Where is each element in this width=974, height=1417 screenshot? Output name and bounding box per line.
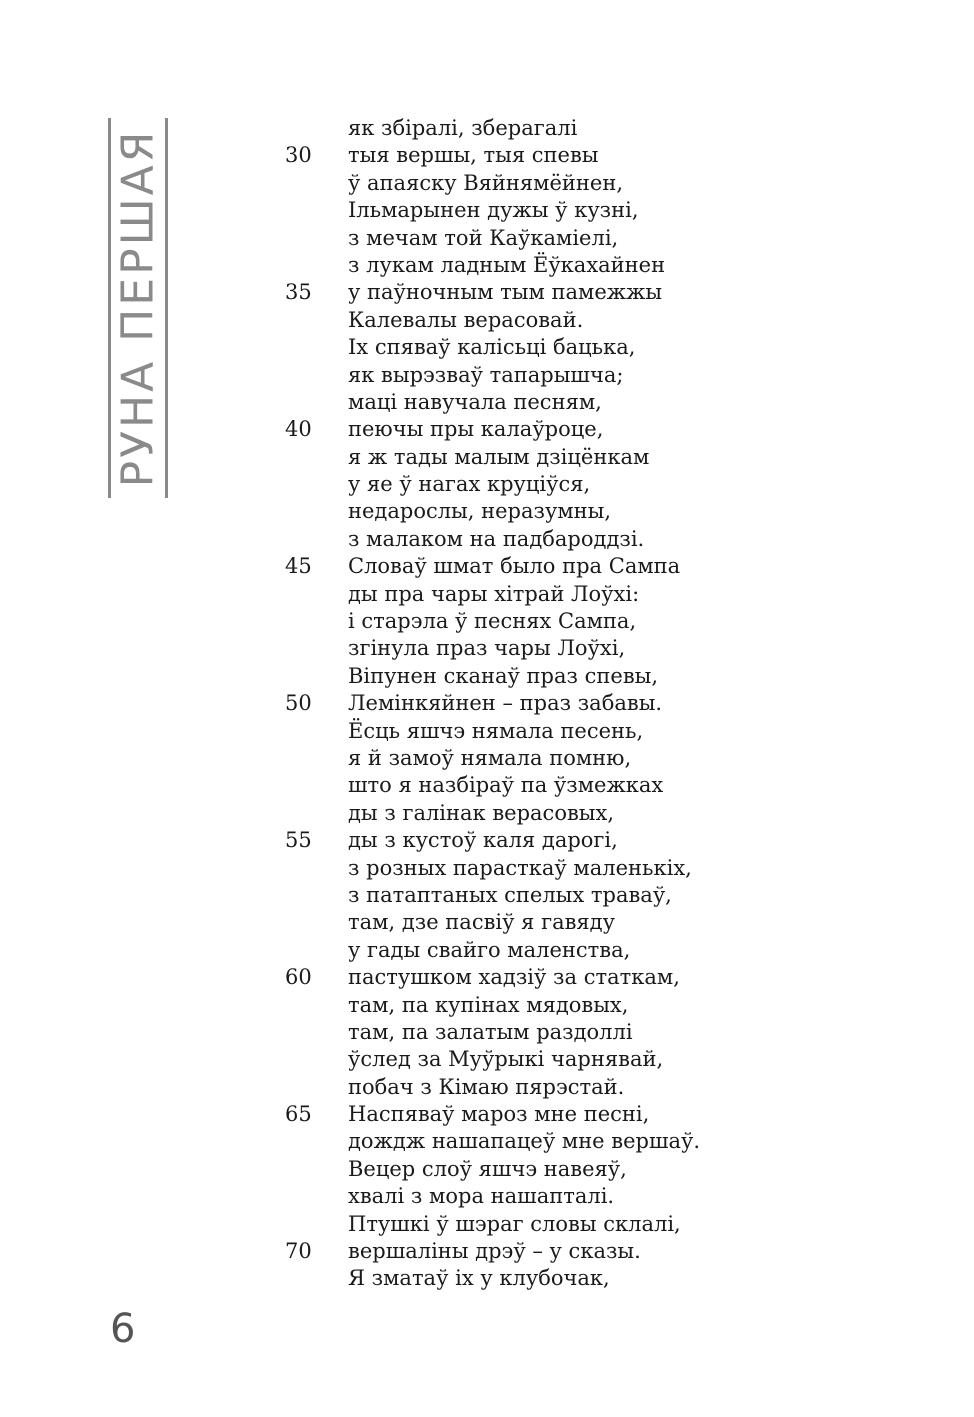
poem-line	[0, 882, 974, 909]
poem-line	[0, 526, 974, 553]
line-number: 45	[285, 554, 312, 579]
poem-line	[0, 745, 974, 772]
poem-line	[0, 498, 974, 525]
line-text: Віпунен сканаў праз спевы,	[348, 663, 659, 688]
line-number: 60	[285, 965, 312, 990]
line-text: у яе ў нагах круціўся,	[348, 472, 591, 497]
line-text: побач з Кімаю пярэстай.	[348, 1074, 625, 1099]
poem-line	[0, 389, 974, 416]
line-text: Птушкі ў шэраг словы склалі,	[348, 1211, 681, 1236]
line-text: з мечам той Каўкаміелі,	[348, 225, 619, 250]
line-text: Ёсць яшчэ нямала песень,	[348, 718, 644, 743]
poem-line	[0, 909, 974, 936]
poem-line	[0, 279, 974, 306]
poem-line	[0, 635, 974, 662]
poem-line	[0, 1074, 974, 1101]
poem-line	[0, 718, 974, 745]
poem-text	[0, 115, 974, 1293]
poem-line	[0, 444, 974, 471]
poem-line	[0, 307, 974, 334]
poem-line	[0, 225, 974, 252]
line-text: з лукам ладным Ёўкахайнен	[348, 252, 666, 277]
poem-line	[0, 197, 974, 224]
poem-line	[0, 992, 974, 1019]
line-text: пастушком хадзіў за статкам,	[348, 965, 680, 990]
line-number: 65	[285, 1102, 312, 1127]
poem-line	[0, 115, 974, 142]
line-text: Іх спяваў калісьці бацька,	[348, 335, 636, 360]
poem-line	[0, 690, 974, 717]
poem-line	[0, 663, 974, 690]
line-text: там, па купінах мядовых,	[348, 992, 629, 1017]
line-text: як вырэзваў тапарышча;	[348, 362, 624, 387]
poem-line	[0, 1046, 974, 1073]
line-number: 70	[285, 1239, 312, 1264]
line-text: з патаптаных спелых траваў,	[348, 882, 672, 907]
line-text: тыя вершы, тыя спевы	[348, 143, 599, 168]
poem-line	[0, 1183, 974, 1210]
line-text: Я зматаў іх у клубочак,	[348, 1266, 610, 1291]
line-text: у паўночным тым памежжы	[348, 280, 663, 305]
poem-line	[0, 937, 974, 964]
line-text: вершаліны дрэў – у сказы.	[348, 1239, 641, 1264]
line-text: з розных парасткаў маленькіх,	[348, 855, 692, 880]
poem-line	[0, 964, 974, 991]
line-text: пеючы пры калаўроце,	[348, 417, 604, 442]
line-text: Словаў шмат было пра Сампа	[348, 554, 681, 579]
poem-line	[0, 772, 974, 799]
line-text: з малаком на падбароддзі.	[348, 526, 645, 551]
poem-line	[0, 1238, 974, 1265]
page-number: 6	[110, 1306, 136, 1352]
poem-line	[0, 1265, 974, 1292]
poem-line	[0, 1101, 974, 1128]
line-text: недарослы, неразумны,	[348, 499, 612, 524]
line-text: у гады свайго маленства,	[348, 937, 631, 962]
line-text: ў апаяску Вяйнямёйнен,	[348, 170, 624, 195]
running-title-text: РУНА ПЕРШАЯ	[112, 128, 164, 488]
poem-line	[0, 800, 974, 827]
poem-line	[0, 334, 974, 361]
line-text: што я назбіраў па ўзмежках	[348, 773, 664, 798]
poem-line	[0, 142, 974, 169]
line-text: ды з кустоў каля дарогі,	[348, 828, 618, 853]
line-text: Калевалы верасовай.	[348, 307, 584, 332]
line-number: 30	[285, 143, 312, 168]
line-text: там, па залатым раздоллі	[348, 1019, 633, 1044]
poem-line	[0, 416, 974, 443]
poem-line	[0, 252, 974, 279]
poem-line	[0, 553, 974, 580]
line-text: Ільмарынен дужы ў кузні,	[348, 198, 639, 223]
poem-line	[0, 827, 974, 854]
line-text: Лемінкяйнен – праз забавы.	[348, 691, 663, 716]
line-text: дождж нашапацеў мне вершаў.	[348, 1129, 701, 1154]
line-number: 35	[285, 280, 312, 305]
poem-line	[0, 362, 974, 389]
line-text: я ж тады малым дзіцёнкам	[348, 444, 650, 469]
poem-line	[0, 855, 974, 882]
poem-line	[0, 471, 974, 498]
poem-line	[0, 1019, 974, 1046]
line-text: там, дзе пасвіў я гавяду	[348, 910, 615, 935]
poem-line	[0, 1211, 974, 1238]
line-text: ды з галінак верасовых,	[348, 800, 615, 825]
line-text: згінула праз чары Лоўхі,	[348, 636, 626, 661]
line-text: маці навучала песням,	[348, 389, 602, 414]
poem-line	[0, 1128, 974, 1155]
poem-line	[0, 608, 974, 635]
line-text: ўслед за Муўрыкі чарнявай,	[348, 1047, 664, 1072]
line-text: як збіралі, зберагалі	[348, 116, 578, 140]
line-text: хвалі з мора нашапталі.	[348, 1184, 615, 1209]
poem-line	[0, 1156, 974, 1183]
line-text: я й замоў нямала помню,	[348, 745, 632, 770]
poem-line	[0, 170, 974, 197]
line-text: ды пра чары хітрай Лоўхі:	[348, 581, 640, 606]
line-number: 50	[285, 691, 312, 716]
line-text: Вецер слоў яшчэ навеяў,	[348, 1156, 627, 1181]
line-text: Наспяваў мароз мне песні,	[348, 1102, 650, 1127]
line-number: 55	[285, 828, 312, 853]
line-number: 40	[285, 417, 312, 442]
line-text: і старэла ў песнях Сампа,	[348, 609, 637, 634]
poem-line	[0, 581, 974, 608]
